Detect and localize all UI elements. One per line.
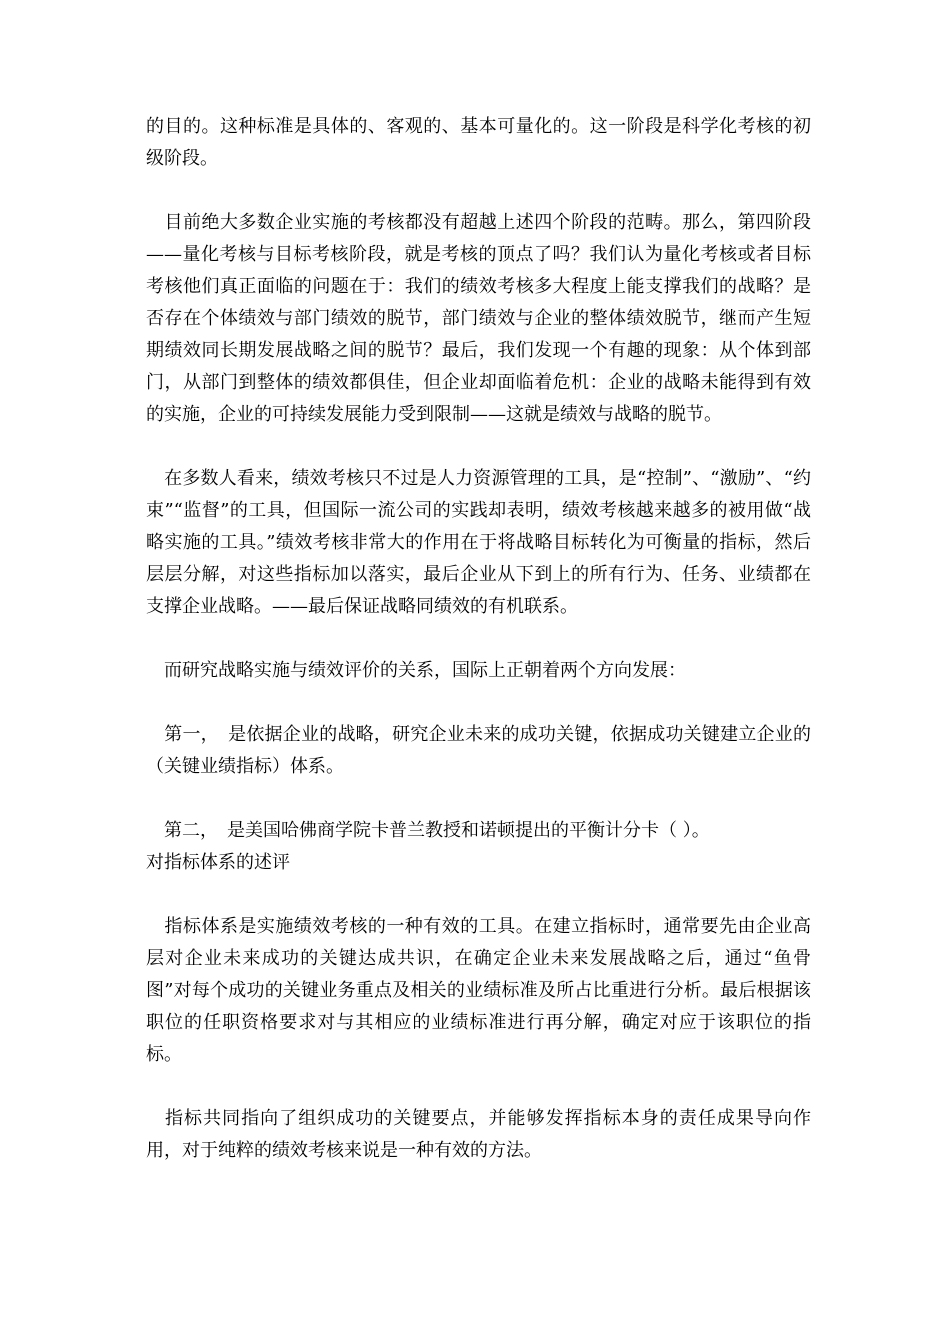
paragraph-7: 指标体系是实施绩效考核的一种有效的工具。在建立指标时，通常要先由企业高层对企业未来成功的关键达成共识，在确定企业未来发展战略之后，通过“鱼骨图”对每个成功的关键业务重点及相关的业绩标准及所占比重进行分析。最后根据该职位的任职资格要求对与其相应的业绩标准进行再分解，确定对应于该职位的指标。 — [146, 916, 811, 1065]
paragraph-3: 在多数人看来，绩效考核只不过是人力资源管理的工具，是“控制”、“激励”、“约束”“监督”的工具，但国际一流公司的实践却表明，绩效考核越来越多的被用做“战略实施的工具。”绩效考核非常大的作用在于将战略目标转化为可衡量的指标，然后层层分解，对这些指标加以落实，最后企业从下到上的所有行为、任务、业绩都在支撑企业战略。——最后保证战略同绩效的有机联系。 — [146, 468, 811, 617]
paragraph-8: 指标共同指向了组织成功的关键要点，并能够发挥指标本身的责任成果导向作用，对于纯粹的绩效考核来说是一种有效的方法。 — [146, 1108, 811, 1161]
paragraph-5: 第一， 是依据企业的战略，研究企业未来的成功关键，依据成功关键建立企业的（关键业绩指标）体系。 — [146, 724, 811, 777]
paragraph-2: 目前绝大多数企业实施的考核都没有超越上述四个阶段的范畴。那么，第四阶段——量化考核与目标考核阶段，就是考核的顶点了吗？我们认为量化考核或者目标考核他们真正面临的问题在于：我们的绩效考核多大程度上能支撑我们的战略？是否存在个体绩效与部门绩效的脱节，部门绩效与企业的整体绩效脱节，继而产生短期绩效同长期发展战略之间的脱节？最后，我们发现一个有趣的现象：从个体到部门，从部门到整体的绩效都俱佳，但企业却面临着危机：企业的战略未能得到有效的实施，企业的可持续发展能力受到限制——这就是绩效与战略的脱节。 — [146, 212, 811, 425]
paragraph-6: 第二， 是美国哈佛商学院卡普兰教授和诺顿提出的平衡计分卡（ ）。 — [146, 820, 710, 841]
section-heading: 对指标体系的述评 — [146, 852, 290, 873]
paragraph-1: 的目的。这种标准是具体的、客观的、基本可量化的。这一阶段是科学化考核的初级阶段。 — [146, 116, 811, 169]
document-body — [146, 111, 811, 1167]
paragraph-4: 而研究战略实施与绩效评价的关系，国际上正朝着两个方向发展： — [146, 660, 686, 681]
